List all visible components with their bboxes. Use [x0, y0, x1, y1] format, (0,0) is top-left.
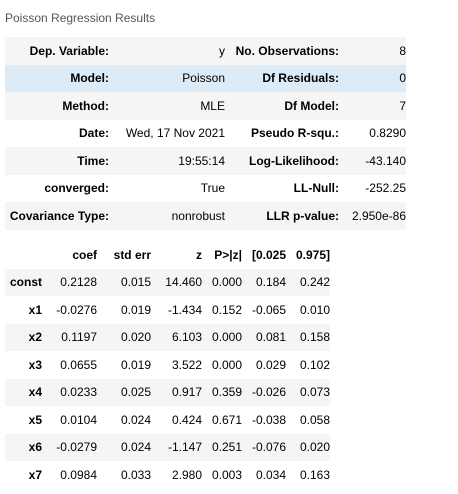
z-value: 14.460: [165, 275, 202, 290]
ci-lower-value: -0.038: [251, 412, 286, 427]
coef-value: 0.0984: [60, 467, 97, 482]
ci-lower-value: -0.065: [251, 302, 286, 317]
ci-lower-value: 0.184: [255, 275, 286, 290]
summary-label: Log-Likelihood:: [249, 153, 339, 168]
summary-label: Time:: [77, 153, 109, 168]
summary-row: [5, 92, 406, 120]
p-value: 0.003: [211, 467, 242, 482]
coef-value: 0.2128: [60, 275, 97, 290]
ci-lower-value: 0.034: [255, 467, 286, 482]
ci-lower-value: 0.081: [255, 330, 286, 345]
summary-value: 2.950e-86: [351, 208, 406, 223]
summary-label: LL-Null:: [293, 181, 339, 196]
summary-value: 0.8290: [369, 126, 406, 141]
ci-upper-value: 0.158: [299, 330, 330, 345]
summary-value: Poisson: [182, 71, 225, 86]
summary-label: Df Model:: [284, 98, 339, 113]
summary-row: [5, 147, 406, 175]
coef-value: 0.0233: [60, 385, 97, 400]
std-err-value: 0.024: [120, 440, 151, 455]
ci-lower-value: -0.026: [251, 385, 286, 400]
p-value: 0.152: [211, 302, 242, 317]
column-header: coef: [72, 247, 97, 262]
coefficient-table: [5, 241, 330, 489]
summary-value: 7: [399, 98, 406, 113]
coef-value: -0.0276: [56, 302, 97, 317]
std-err-value: 0.025: [120, 385, 151, 400]
ci-upper-value: 0.163: [299, 467, 330, 482]
p-value: 0.000: [211, 330, 242, 345]
std-err-value: 0.019: [120, 302, 151, 317]
ci-upper-value: 0.010: [299, 302, 330, 317]
coef-row-x5: [5, 406, 330, 434]
z-value: 6.103: [171, 330, 202, 345]
column-header: z: [196, 247, 202, 262]
summary-label: Model:: [70, 71, 109, 86]
summary-label: Covariance Type:: [9, 208, 109, 223]
column-header: std err: [113, 247, 151, 262]
model-summary-table: [5, 37, 406, 230]
std-err-value: 0.020: [120, 330, 151, 345]
summary-value: 19:55:14: [178, 153, 225, 168]
z-value: 0.424: [171, 412, 202, 427]
ci-upper-value: 0.242: [299, 275, 330, 290]
row-label: x4: [28, 385, 42, 400]
z-value: 0.917: [171, 385, 202, 400]
coef-row-const: [5, 269, 330, 297]
std-err-value: 0.033: [120, 467, 151, 482]
summary-label: LLR p-value:: [266, 208, 339, 223]
p-value: 0.000: [211, 275, 242, 290]
ci-lower-value: -0.076: [251, 440, 286, 455]
ci-upper-value: 0.102: [299, 357, 330, 372]
column-header: [0.025: [251, 247, 286, 262]
ci-upper-value: 0.073: [299, 385, 330, 400]
summary-value: nonrobust: [171, 208, 225, 223]
z-value: 2.980: [171, 467, 202, 482]
summary-row: [5, 120, 406, 148]
ci-upper-value: 0.020: [299, 440, 330, 455]
p-value: 0.000: [211, 357, 242, 372]
coef-header-row: [5, 241, 330, 269]
coef-row-x4: [5, 379, 330, 407]
z-value: -1.434: [167, 302, 202, 317]
row-label: x7: [28, 467, 42, 482]
summary-label: Date:: [78, 126, 109, 141]
p-value: 0.671: [211, 412, 242, 427]
summary-value: 0: [399, 71, 406, 86]
coef-value: 0.0104: [60, 412, 97, 427]
summary-value: y: [219, 43, 225, 58]
std-err-value: 0.015: [120, 275, 151, 290]
summary-label: Method:: [62, 98, 109, 113]
summary-value: MLE: [200, 98, 225, 113]
row-label: x5: [28, 412, 42, 427]
row-label: x3: [28, 357, 42, 372]
column-header: [5, 241, 42, 269]
summary-value: -43.140: [365, 153, 406, 168]
summary-row: [5, 175, 406, 203]
coef-row-x7: [5, 461, 330, 489]
coef-row-x3: [5, 351, 330, 379]
summary-value: 8: [399, 43, 406, 58]
summary-label: converged:: [44, 181, 109, 196]
column-header: P>|z|: [214, 247, 242, 262]
std-err-value: 0.024: [120, 412, 151, 427]
summary-value: Wed, 17 Nov 2021: [125, 126, 225, 141]
std-err-value: 0.019: [120, 357, 151, 372]
summary-value: -252.25: [365, 181, 406, 196]
row-label: x1: [28, 302, 42, 317]
coef-row-x2: [5, 324, 330, 352]
coef-value: 0.0655: [60, 357, 97, 372]
table-caption: Poisson Regression Results: [5, 11, 156, 25]
coef-row-x1: [5, 296, 330, 324]
summary-row: [5, 37, 406, 65]
row-label: const: [9, 275, 42, 290]
coef-row-x6: [5, 434, 330, 462]
ci-upper-value: 0.058: [299, 412, 330, 427]
p-value: 0.359: [211, 385, 242, 400]
summary-label: Dep. Variable:: [29, 43, 109, 58]
summary-label: No. Observations:: [235, 43, 339, 58]
summary-row-highlighted: [5, 65, 406, 93]
summary-label: Pseudo R-squ.:: [250, 126, 339, 141]
summary-value: True: [200, 181, 225, 196]
summary-row: [5, 202, 406, 230]
row-label: x2: [28, 330, 42, 345]
ci-lower-value: 0.029: [255, 357, 286, 372]
p-value: 0.251: [211, 440, 242, 455]
coef-value: -0.0279: [56, 440, 97, 455]
z-value: -1.147: [167, 440, 202, 455]
z-value: 3.522: [171, 357, 202, 372]
coef-value: 0.1197: [61, 330, 97, 345]
summary-label: Df Residuals:: [262, 71, 339, 86]
row-label: x6: [28, 440, 42, 455]
column-header: 0.975]: [295, 247, 330, 262]
